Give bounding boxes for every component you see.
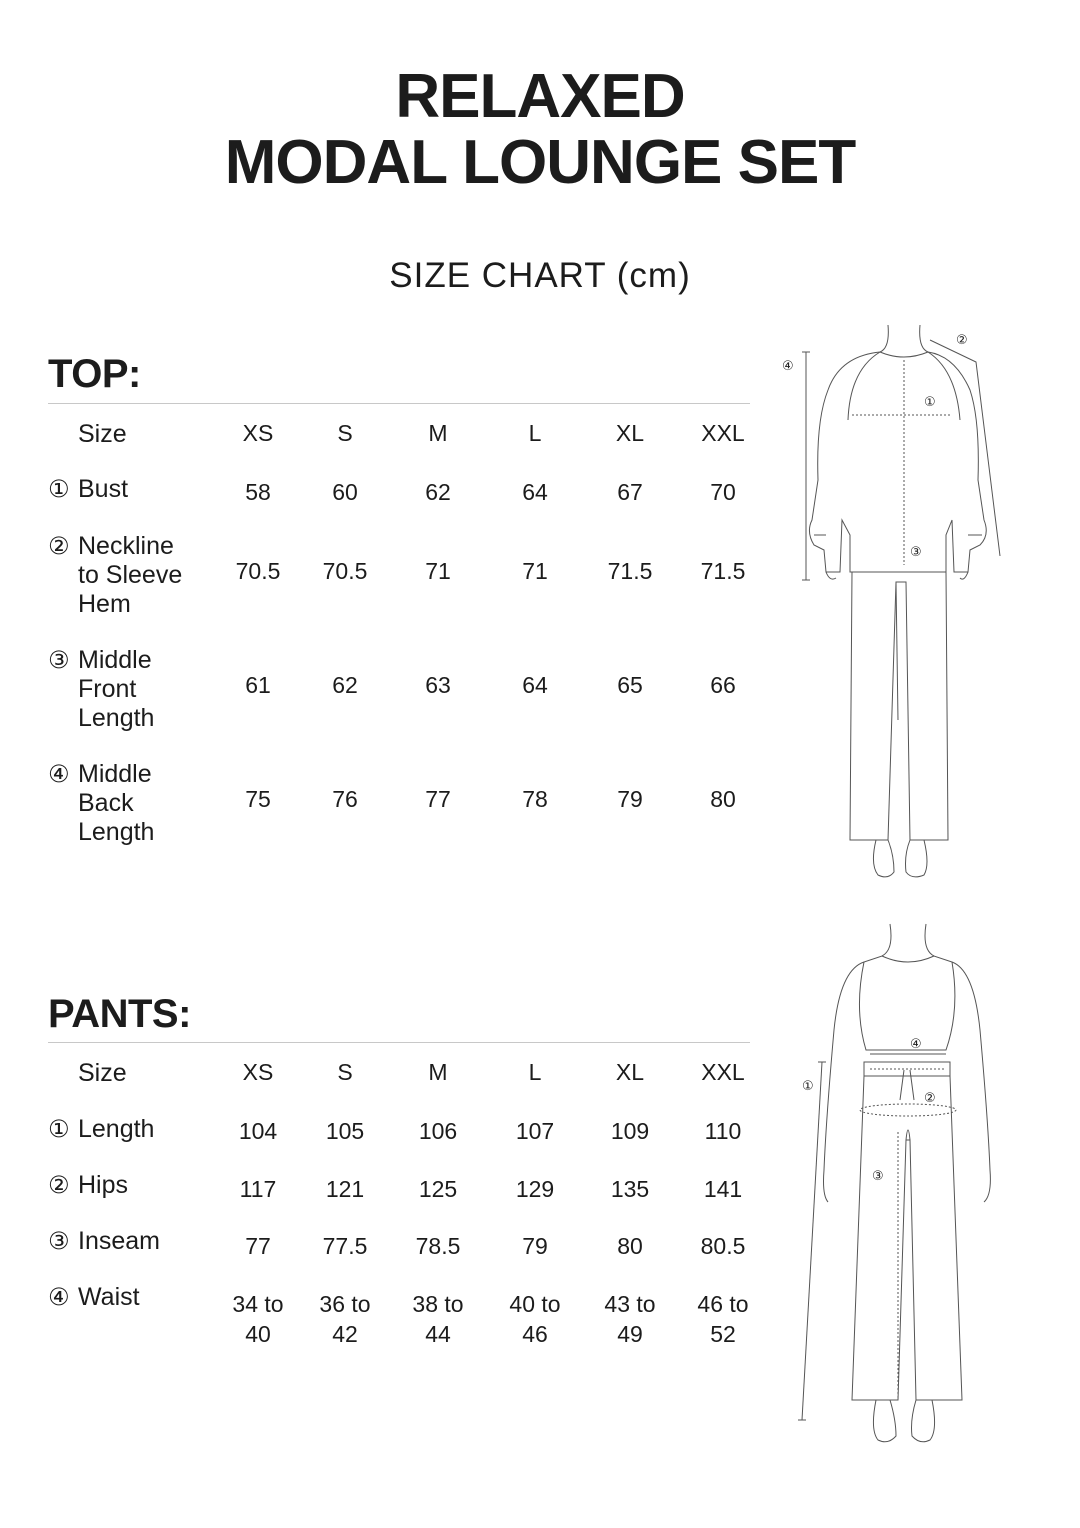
pants-cell: 38 to 44	[412, 1291, 464, 1347]
top-cell: 77	[425, 786, 451, 812]
pants-cell: 106	[418, 1118, 458, 1144]
pants-row-marker: ②	[48, 1172, 70, 1199]
top-row-label: Middle Front Length	[78, 646, 155, 732]
pants-cell: 107	[515, 1118, 555, 1144]
pants-cell: 109	[610, 1118, 650, 1144]
top-row-marker: ④	[48, 761, 70, 788]
pants-size-label: Size	[78, 1059, 127, 1087]
pants-cell: 121	[325, 1176, 365, 1202]
top-cell: 71	[425, 558, 451, 584]
pants-row-marker: ③	[48, 1228, 70, 1255]
top-garment-illustration	[770, 320, 1030, 890]
top-cell: 71.5	[700, 558, 746, 584]
top-cell: 71.5	[607, 558, 653, 584]
top-size-label: Size	[78, 420, 127, 448]
pants-marker-1: ①	[802, 1079, 814, 1094]
top-cell: 62	[332, 672, 358, 698]
top-cell: 70.5	[322, 558, 368, 584]
pants-marker-3: ③	[872, 1169, 884, 1184]
top-divider	[48, 403, 750, 404]
top-cell: 60	[332, 479, 358, 505]
pants-size-l: L	[528, 1059, 542, 1085]
top-size-xs: XS	[242, 420, 274, 446]
top-marker-2: ②	[956, 333, 968, 348]
top-marker-3: ③	[910, 545, 922, 560]
top-size-s: S	[337, 420, 353, 446]
top-size-xxl: XXL	[701, 420, 745, 446]
pants-row-marker: ①	[48, 1116, 70, 1143]
top-cell: 65	[617, 672, 643, 698]
top-marker-1: ①	[924, 395, 936, 410]
pants-cell: 80	[617, 1233, 643, 1259]
top-row-marker: ③	[48, 647, 70, 674]
pants-cell: 80.5	[700, 1233, 746, 1259]
pants-cell: 104	[238, 1118, 278, 1144]
pants-cell: 46 to 52	[697, 1291, 749, 1347]
pants-row-label: Length	[78, 1115, 155, 1143]
top-row-label: Neckline to Sleeve Hem	[78, 532, 183, 618]
pants-size-xl: XL	[615, 1059, 645, 1085]
top-cell: 58	[245, 479, 271, 505]
pants-cell: 125	[418, 1176, 458, 1202]
pants-divider	[48, 1042, 750, 1043]
top-size-l: L	[528, 420, 542, 446]
top-cell: 64	[522, 479, 548, 505]
top-cell: 70	[710, 479, 736, 505]
pants-cell: 129	[515, 1176, 555, 1202]
top-cell: 70.5	[235, 558, 281, 584]
title-line-1: RELAXED	[395, 62, 685, 131]
top-size-m: M	[428, 420, 448, 446]
pants-cell: 79	[522, 1233, 548, 1259]
top-cell: 63	[425, 672, 451, 698]
top-cell: 75	[245, 786, 271, 812]
pants-cell: 36 to 42	[319, 1291, 371, 1347]
pants-cell: 110	[704, 1118, 742, 1144]
pants-cell: 135	[610, 1176, 650, 1202]
top-cell: 64	[522, 672, 548, 698]
top-cell: 67	[617, 479, 643, 505]
top-cell: 66	[710, 672, 736, 698]
top-cell: 61	[245, 672, 271, 698]
title-line-2: MODAL LOUNGE SET	[224, 128, 856, 197]
top-heading: TOP:	[48, 352, 141, 396]
pants-row-marker: ④	[48, 1284, 70, 1311]
pants-cell: 78.5	[415, 1233, 461, 1259]
top-cell: 76	[332, 786, 358, 812]
top-cell: 78	[522, 786, 548, 812]
pants-row-label: Hips	[78, 1171, 129, 1199]
top-marker-4: ④	[782, 359, 794, 374]
top-row-marker: ①	[48, 476, 70, 503]
pants-row-label: Waist	[78, 1283, 140, 1311]
pants-marker-4: ④	[910, 1037, 922, 1052]
pants-cell: 77	[245, 1233, 271, 1259]
pants-cell: 43 to 49	[604, 1291, 656, 1347]
top-cell: 79	[617, 786, 643, 812]
pants-row-label: Inseam	[78, 1227, 160, 1255]
top-size-xl: XL	[615, 420, 645, 446]
top-cell: 80	[710, 786, 736, 812]
pants-cell: 40 to 46	[509, 1291, 561, 1347]
pants-cell: 141	[703, 1176, 743, 1202]
pants-size-s: S	[337, 1059, 353, 1085]
pants-cell: 77.5	[322, 1233, 368, 1259]
pants-cell: 117	[239, 1176, 277, 1202]
top-row-label: Middle Back Length	[78, 760, 155, 846]
pants-size-m: M	[428, 1059, 448, 1085]
top-row-marker: ②	[48, 533, 70, 560]
pants-cell: 34 to 40	[232, 1291, 284, 1347]
top-cell: 71	[522, 558, 548, 584]
pants-illustration	[770, 920, 1030, 1460]
subtitle: SIZE CHART (cm)	[389, 256, 691, 295]
top-row-label: Bust	[78, 475, 129, 503]
top-cell: 62	[425, 479, 451, 505]
pants-cell: 105	[325, 1118, 365, 1144]
pants-size-xxl: XXL	[701, 1059, 745, 1085]
pants-marker-2: ②	[924, 1091, 936, 1106]
pants-heading: PANTS:	[48, 992, 191, 1036]
pants-size-xs: XS	[242, 1059, 274, 1085]
